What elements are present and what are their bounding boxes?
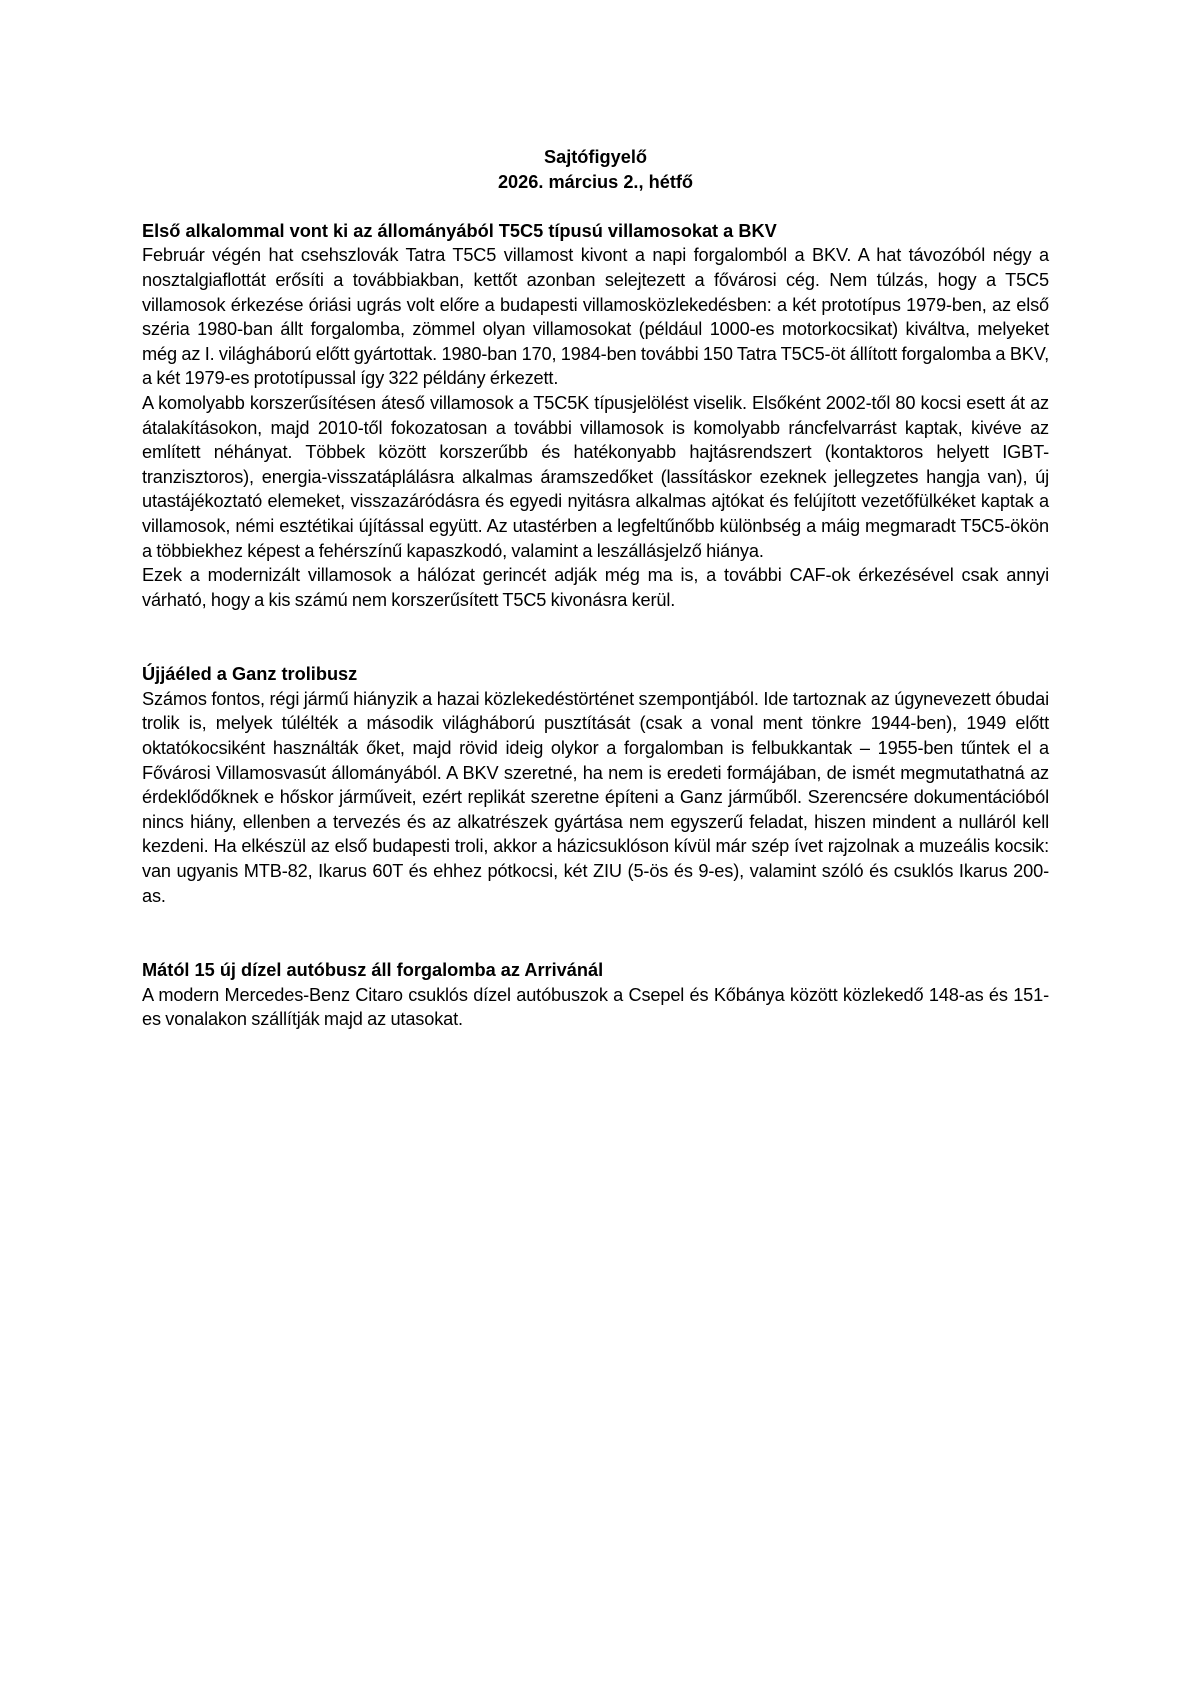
document-title: Sajtófigyelő (543, 147, 648, 167)
article-paragraph: Számos fontos, régi jármű hiányzik a hazai közlekedéstörténet szempontjából. Ide tartoznak az úgynevezett óbudai trolik is, melyek túlélték a második világháború pusztítását (csak a vonal ment tönkre 1944-ben), 1949 előtt oktatókocsiként használták őket, majd rövid ideig olykor a forgalomban is felbukkantak – 1955-ben tűntek el a Fővárosi Villamosvasút állományából. A BKV szeretné, ha nem is eredeti formájában, de ismét megmutathatná az érdeklődőknek e hőskor járműveit, ezért replikát szeretne építeni a Ganz járműből. Szerencsére dokumentációból nincs hiány, ellenben a tervezés és az alkatrészek gyártása nem egyszerű feladat, hiszen mindent a nulláról kell kezdeni. Ha elkészül az első budapesti troli, akkor a házicsuklóson kívül már szép ívet rajzolnak a muzeális kocsik: van ugyanis MTB-82, Ikarus 60T és ehhez pótkocsi, két ZIU (5-ös és 9-es), valamint szóló és csuklós Ikarus 200-as. (142, 688, 1049, 906)
article-title: Újjáéled a Ganz trolibusz (142, 664, 358, 685)
spacer (142, 908, 1049, 958)
article-title: Mától 15 új dízel autóbusz áll forgalomba az Arrivánál (142, 960, 604, 981)
spacer (142, 612, 1049, 662)
article-ganz-trolleybus (142, 662, 1049, 908)
article-paragraph: Ezek a modernizált villamosok a hálózat gerincét adják még ma is, a további CAF-ok érkezésével csak annyi várható, hogy a kis számú nem korszerűsített T5C5 kivonásra kerül. (142, 565, 1049, 610)
spacer (142, 194, 1049, 219)
document-header (142, 145, 1049, 194)
document-page (142, 145, 1049, 1032)
article-t5c5 (142, 219, 1049, 613)
article-paragraph: A komolyabb korszerűsítésen áteső villamosok a T5C5K típusjelölést viselik. Elsőként 2002-től 80 kocsi esett át az átalakításokon, majd 2010-től fokozatosan a további villamosok is komolyabb ráncfelvarrást kaptak, kivéve az említett néhányat. Többek között korszerűbb és hatékonyabb hajtásrendszert (kontaktoros helyett IGBT-tranzisztoros), energia-visszatáplálásra alkalmas áramszedőket (lassításkor ezeknek jellegzetes hangja van), új utastájékoztató elemeket, visszazáródásra és egyedi nyitásra alkalmas ajtókat és felújított vezetőfülkéket kaptak a villamosok, némi esztétikai újítással együtt. Az utastérben a legfeltűnőbb különbség a máig megmaradt T5C5-ökön a többiekhez képest a fehérszínű kapaszkodó, valamint a leszállásjelző hiánya. (142, 392, 1049, 561)
document-date: 2026. március 2., hétfő (497, 171, 694, 192)
article-paragraph: Február végén hat csehszlovák Tatra T5C5 villamost kivont a napi forgalomból a BKV. A hat távozóból négy a nosztalgiaflottát erősíti a továbbiakban, kettőt azonban selejtezett a fővárosi cég. Nem túlzás, hogy a T5C5 villamosok érkezése óriási ugrás volt előre a budapesti villamosközlekedésben: a két prototípus 1979-ben, az első széria 1980-ban állt forgalomba, zömmel olyan villamosokat (például 1000-es motorkocsikat) kiváltva, melyeket még az I. világháború előtt gyártottak. 1980-ban 170, 1984-ben további 150 Tatra T5C5-öt állított forgalomba a BKV, a két 1979-es prototípussal így 322 példány érkezett. (142, 245, 1049, 389)
article-title: Első alkalommal vont ki az állományából T5C5 típusú villamosokat a BKV (142, 220, 777, 241)
article-paragraph: A modern Mercedes-Benz Citaro csuklós dízel autóbuszok a Csepel és Kőbánya között közlekedő 148-as és 151-es vonalakon szállítják majd az utasokat. (142, 984, 1049, 1030)
article-arriva-buses (142, 958, 1049, 1032)
